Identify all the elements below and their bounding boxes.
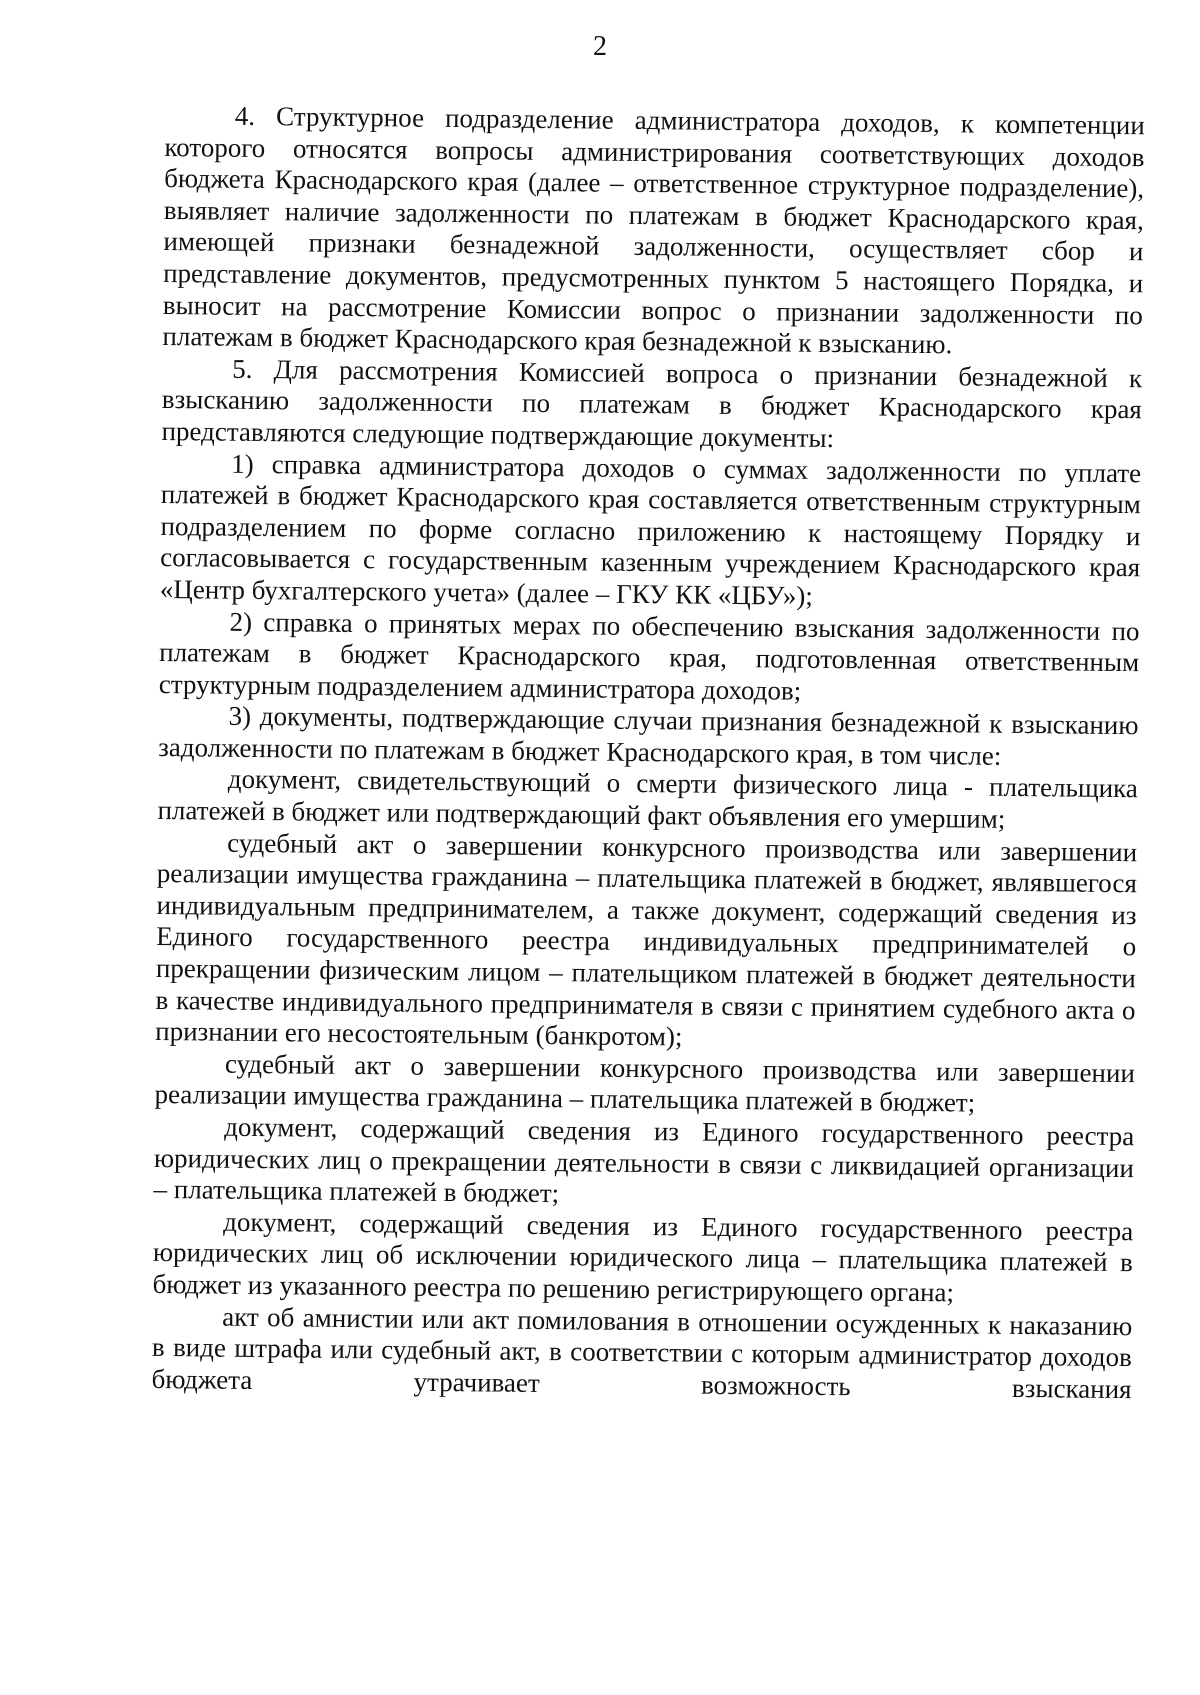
amnesty-act: акт об амнистии или акт помилования в отношении осужденных к наказанию в виде штрафа или судебный акт, в соответствии с которым администратор доходов бюджета утрачивает возможность взыскания — [151, 1301, 1133, 1404]
document-body — [151, 100, 1145, 1406]
court-act-entrepreneur: судебный акт о завершении конкурсного производства или завершении реализации имущества гражданина – плательщика платежей в бюджет, являвшегося индивидуальным предпринимателем, а также документ, содержащий сведения из Единого государственного реестра индивидуальных предпринимателей о прекращении физическим лицом – плательщиком платежей в бюджет деятельности в качестве индивидуального предпринимателя в связи с принятием судебного акта о признании его несостоятельным (банкротом); — [155, 827, 1138, 1052]
page-number: 2 — [593, 31, 607, 62]
list-item-1: 1) справка администратора доходов о суммах задолженности по уплате платежей в бюджет Краснодарского края составляется ответственным структурным подразделением по форме согласно приложению к настоящему Порядку и согласовывается с государственным казенным учреждением Краснодарского края «Центр бухгалтерского учета» (далее – ГКУ КК «ЦБУ»); — [159, 448, 1142, 611]
paragraph-4: 4. Структурное подразделение администратора доходов, к компетенции которого относятся вопросы администрирования соответствующих доходов бюджета Краснодарского края (далее – ответственное структурное подразделение), выявляет наличие задолженности по платежам в бюджет Краснодарского края, имеющей признаки безнадежной задолженности, осуществляет сбор и представление документов, предусмотренных пунктом 5 настоящего Порядка, и выносит на рассмотрение Комиссии вопрос о признании задолженности по платежам в бюджет Краснодарского края безнадежной к взысканию. — [162, 100, 1145, 360]
court-act-citizen: судебный акт о завершении конкурсного производства или завершении реализации имущества гражданина – плательщика платежей в бюджет; — [154, 1048, 1136, 1118]
list-item-3: 3) документы, подтверждающие случаи признания безнадежной к взысканию задолженности по платежам в бюджет Краснодарского края, в том числе: — [158, 700, 1139, 771]
document-death-certificate: документ, свидетельствующий о смерти физического лица - плательщика платежей в бюджет или подтверждающий факт объявления его умершим; — [157, 764, 1138, 834]
registry-exclusion: документ, содержащий сведения из Единого государственного реестра юридических лиц об исключении юридического лица – плательщика платежей в бюджет из указанного реестра по решению регистрирующего органа; — [152, 1206, 1134, 1308]
paragraph-5: 5. Для рассмотрения Комиссией вопроса о признании безнадежной к взысканию задолженности по платежам в бюджет Краснодарского края представляются следующие подтверждающие документы: — [161, 353, 1143, 453]
list-item-2: 2) справка о принятых мерах по обеспечению взыскания задолженности по платежам в бюджет Краснодарского края, подготовленная ответственным структурным подразделением администратора доходов; — [158, 606, 1140, 706]
registry-liquidation: документ, содержащий сведения из Единого государственного реестра юридических лиц о прекращении деятельности в связи с ликвидацией организации – плательщика платежей в бюджет; — [153, 1111, 1135, 1209]
